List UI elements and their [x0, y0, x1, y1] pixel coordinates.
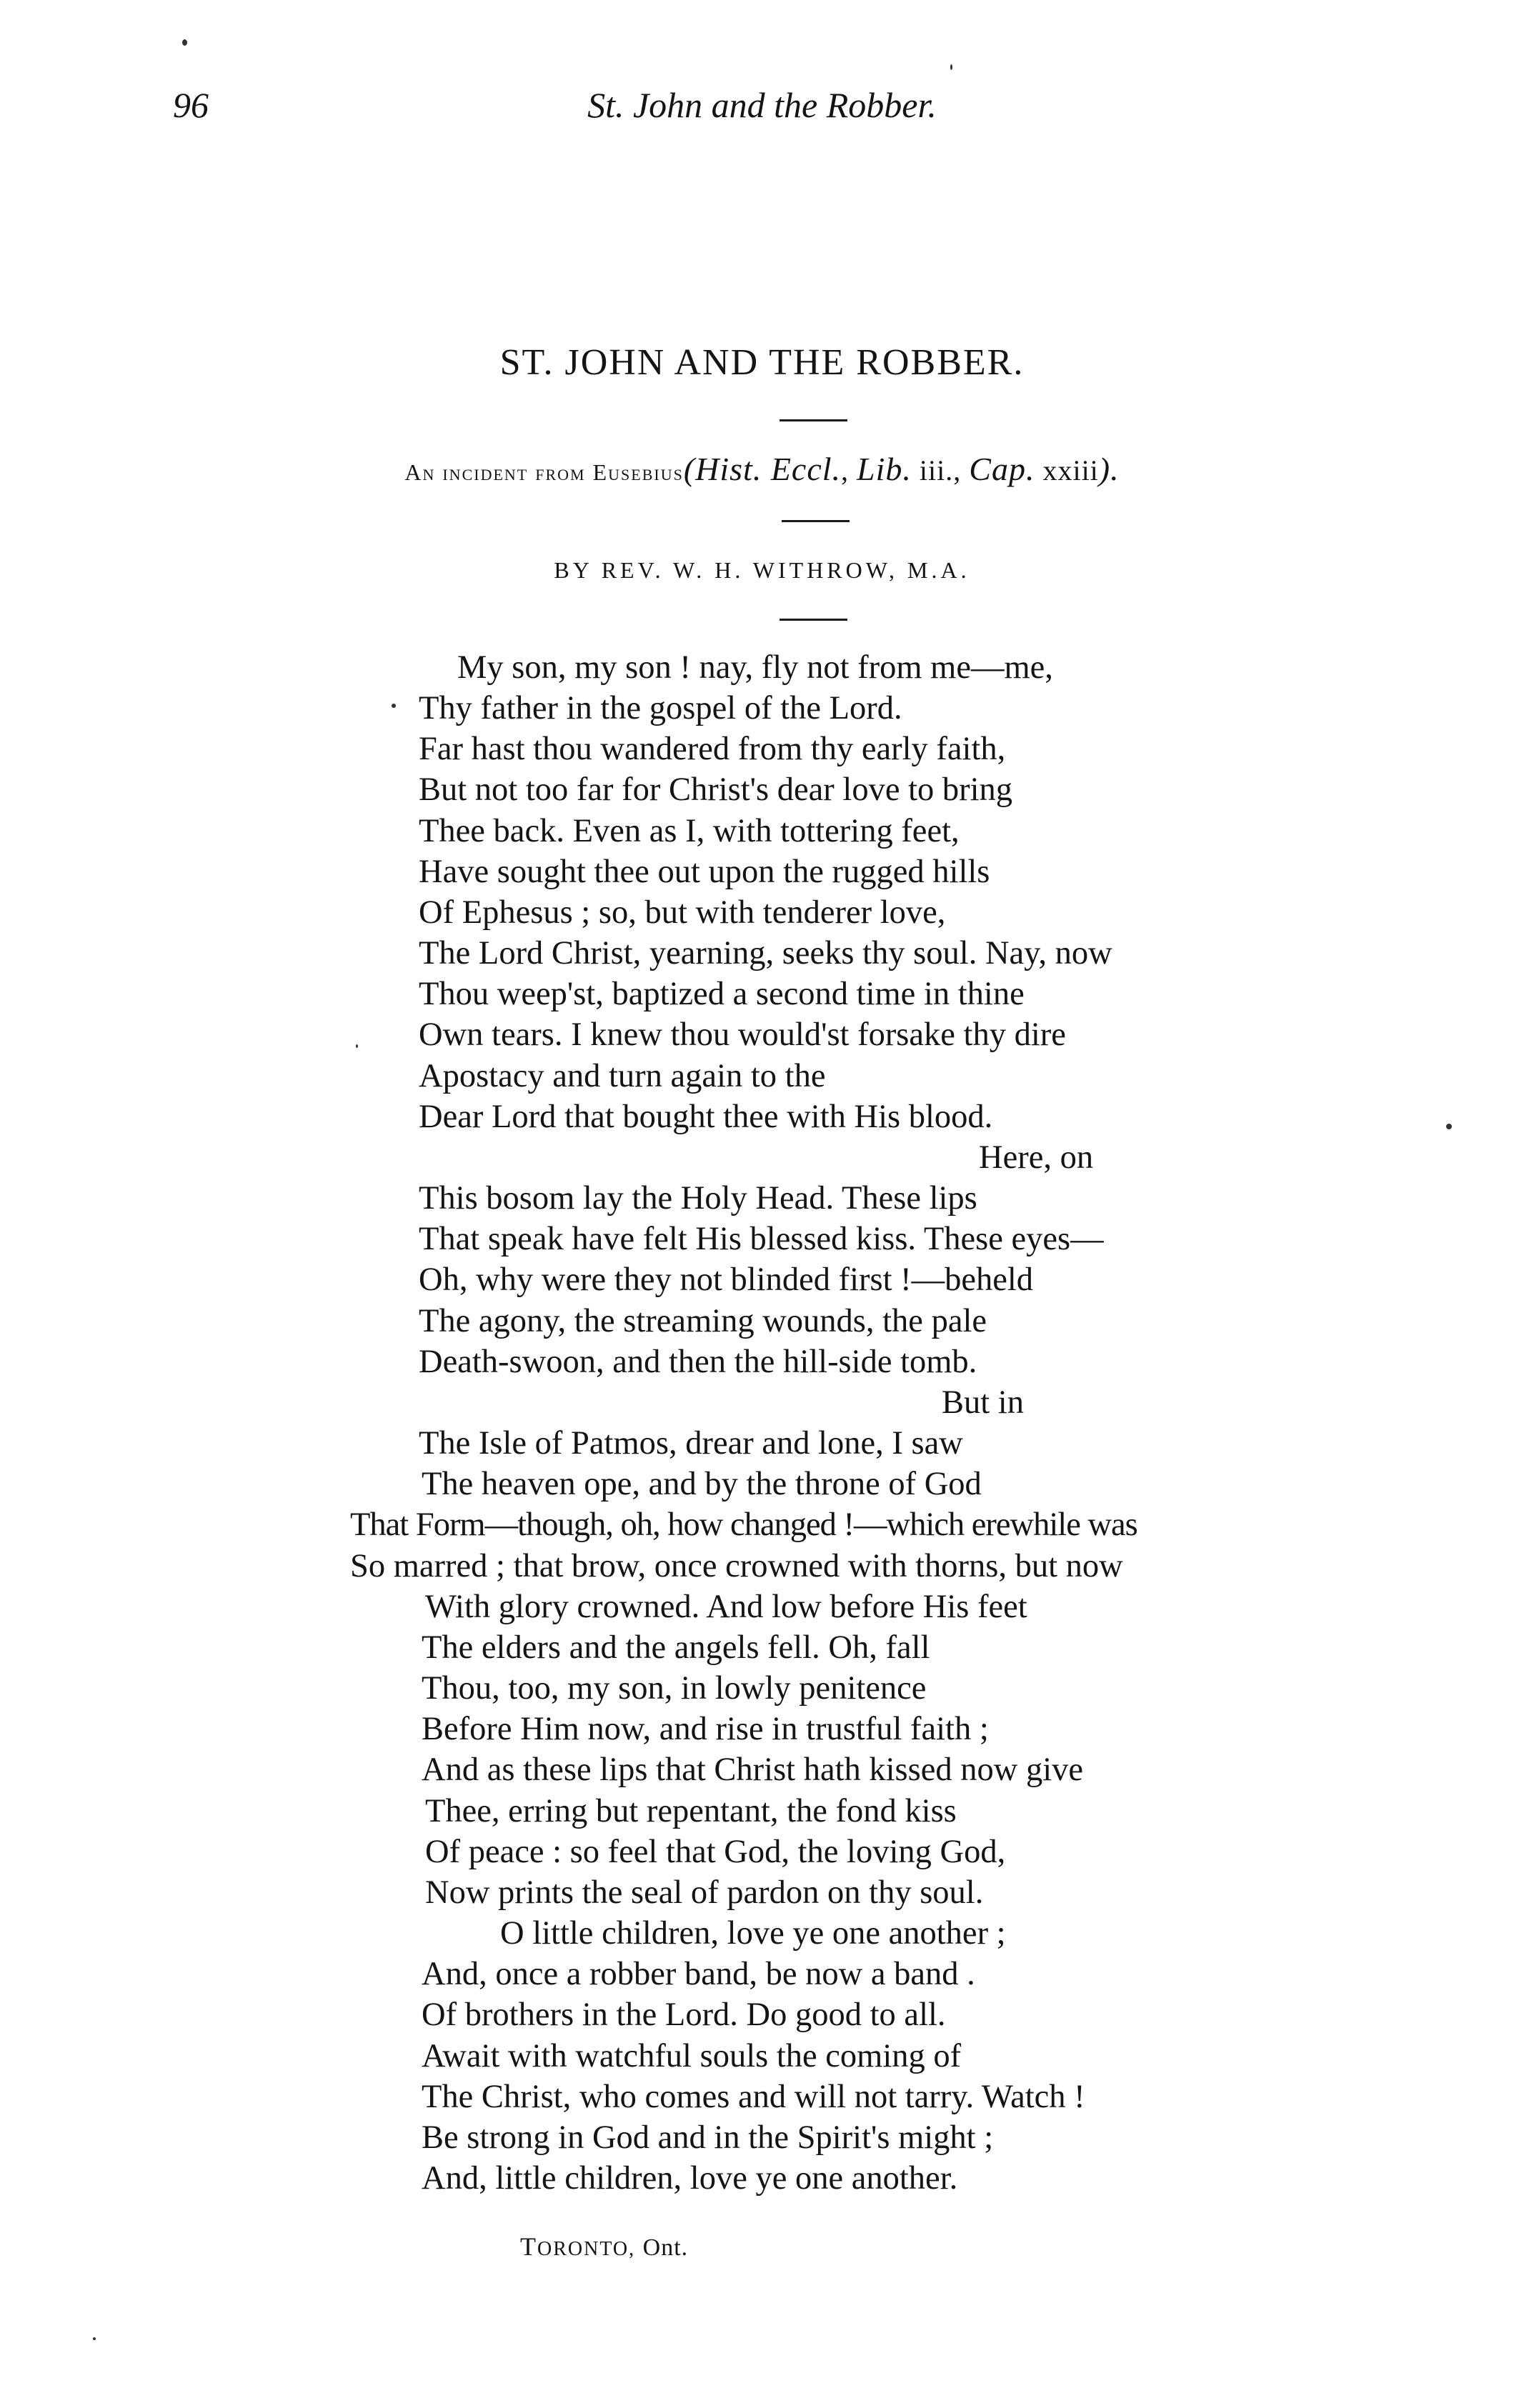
poem-line: Here, on — [979, 1139, 1094, 1176]
page-number: 96 — [173, 85, 209, 125]
poem-title: ST. JOHN AND THE ROBBER. — [499, 342, 1025, 383]
scan-speck — [1446, 1124, 1452, 1129]
poem-line: Thou weep'st, baptized a second time in thine — [419, 976, 1025, 1012]
signature-province: Ont. — [642, 2234, 689, 2261]
poem-line: Of peace : so feel that God, the loving God, — [425, 1834, 1006, 1870]
poem-line: Oh, why were they not blinded first !—beheld — [419, 1262, 1034, 1298]
poem-line: But not too far for Christ's dear love to bring — [419, 771, 1013, 808]
poem-line: The Isle of Patmos, drear and lone, I saw — [419, 1425, 963, 1462]
scan-speck — [392, 704, 396, 708]
poem-line: The Christ, who comes and will not tarry. Watch ! — [422, 2079, 1085, 2115]
subtitle-open-paren: ( — [683, 451, 696, 487]
poem-line: Now prints the seal of pardon on thy soul. — [425, 1874, 984, 1911]
poem-line: Far hast thou wandered from thy early faith, — [419, 731, 1006, 767]
byline: BY REV. W. H. WITHROW, M.A. — [554, 557, 970, 583]
poem-line: Be strong in God and in the Spirit's might ; — [422, 2119, 994, 2156]
poem-line: This bosom lay the Holy Head. These lips — [419, 1180, 977, 1217]
subtitle-lib-num: iii., — [911, 454, 970, 486]
poem-line: Dear Lord that bought thee with His blood. — [419, 1099, 993, 1135]
poem-line: But in — [942, 1384, 1024, 1421]
subtitle-close: ). — [1098, 451, 1120, 487]
subtitle-cap-num: xxiii — [1035, 454, 1099, 486]
poem-line: Thee back. Even as I, with tottering feet, — [419, 813, 960, 849]
poem-line: And, once a robber band, be now a band . — [422, 1956, 975, 1992]
title-rule — [780, 419, 847, 421]
poem-line: O little children, love ye one another ; — [500, 1915, 1006, 1952]
poem-line: And, little children, love ye one another. — [422, 2160, 958, 2197]
scan-speck — [356, 1044, 358, 1048]
subtitle-prefix: An incident from Eusebius — [404, 459, 684, 485]
scan-speck — [93, 2337, 96, 2340]
poem-line: Of Ephesus ; so, but with tenderer love, — [419, 894, 946, 931]
subtitle-comma: , — [841, 454, 857, 486]
signature-place — [520, 2232, 688, 2262]
poem-line: The agony, the streaming wounds, the pale — [419, 1303, 987, 1339]
poem-line: Of brothers in the Lord. Do good to all. — [422, 1997, 946, 2033]
signature-initial: T — [520, 2232, 537, 2261]
poem-line: My son, my son ! nay, fly not from me—me, — [457, 649, 1053, 686]
byline-rule — [780, 619, 847, 621]
subtitle-cap: Cap. — [969, 451, 1035, 487]
subtitle-lib: Lib. — [857, 451, 912, 487]
poem-line: The elders and the angels fell. Oh, fall — [422, 1629, 930, 1666]
poem-line: Before Him now, and rise in trustful faith ; — [422, 1711, 989, 1747]
poem-line: Await with watchful souls the coming of — [422, 2038, 962, 2074]
scan-speck — [950, 64, 952, 70]
signature-city: ORONTO, — [537, 2238, 636, 2260]
subtitle-rule — [782, 520, 850, 522]
poem-subtitle — [0, 450, 1524, 488]
poem-line: With glory crowned. And low before His feet — [425, 1589, 1027, 1625]
poem-line: Have sought thee out upon the rugged hills — [419, 854, 990, 890]
poem-line: Thou, too, my son, in lowly penitence — [422, 1670, 927, 1707]
scan-speck — [182, 39, 187, 46]
running-head: St. John and the Robber. — [587, 85, 937, 125]
poem-line: That Form—though, oh, how changed !—which erewhile was — [350, 1507, 1137, 1543]
poem-line: Death-swoon, and then the hill-side tomb. — [419, 1344, 977, 1380]
poem-line: The heaven ope, and by the throne of God — [422, 1466, 982, 1502]
poem-line: And as these lips that Christ hath kissed now give — [422, 1752, 1084, 1788]
poem-line: The Lord Christ, yearning, seeks thy soul. Nay, now — [419, 935, 1112, 971]
subtitle-hist: Hist. Eccl. — [695, 451, 842, 487]
poem-line: Own tears. I knew thou would'st forsake thy dire — [419, 1016, 1066, 1053]
poem-line: That speak have felt His blessed kiss. These eyes— — [419, 1221, 1104, 1257]
poem-line: Apostacy and turn again to the — [419, 1058, 826, 1094]
poem-line: So marred ; that brow, once crowned with thorns, but now — [350, 1548, 1123, 1584]
poem-line: Thee, erring but repentant, the fond kiss — [425, 1793, 957, 1829]
poem-line: Thy father in the gospel of the Lord. — [419, 690, 902, 726]
